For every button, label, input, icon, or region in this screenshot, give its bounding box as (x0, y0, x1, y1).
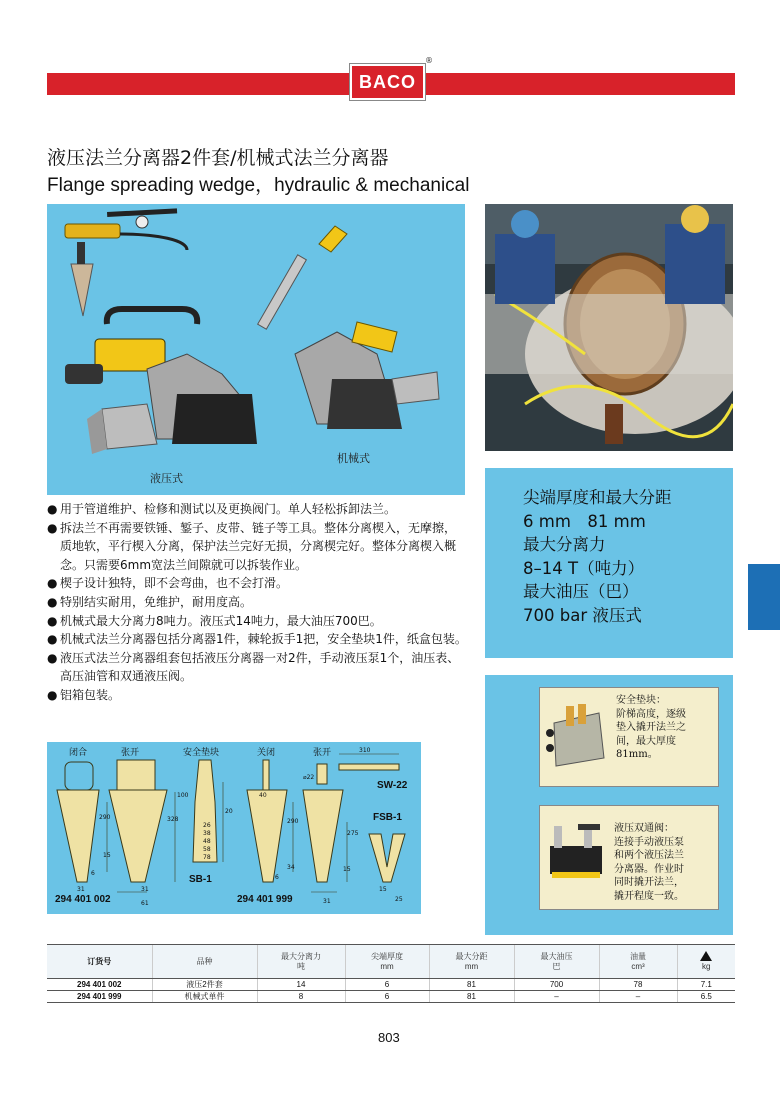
safety-block-card (539, 687, 719, 787)
bullet-dot-icon: ● (47, 632, 58, 647)
cell: 8 (257, 991, 345, 1003)
hand-pump-icon (65, 208, 187, 316)
dim-310: 310 (359, 747, 371, 754)
label-hydraulic: 液压式 (150, 472, 183, 485)
label-sw22: SW-22 (377, 780, 408, 791)
dim-34: 34 (287, 864, 295, 871)
dim-26: 26 (203, 822, 211, 829)
inset-line: 同时撬开法兰， (614, 877, 684, 888)
dim-328: 328 (167, 816, 179, 823)
list-item-text: 用于管道维护、检修和测试以及更换阀门。单人轻松拆卸法兰。 (60, 502, 397, 516)
mechanical-spreader-icon (258, 226, 439, 429)
list-item (47, 519, 467, 575)
list-item-text: 液压式法兰分离器组套包括液压分离器一对2件，手动液压泵1个，油压表、高压油管和双通液压阀。 (60, 650, 460, 684)
page-title-cn: 液压法兰分离器2件套/机械式法兰分离器 (47, 147, 389, 169)
cell: – (514, 991, 599, 1003)
list-item-text: 机械式最大分离力8吨力。液压式14吨力，最大油压700巴。 (60, 613, 382, 628)
spec-line: 8–14 T（吨力） (523, 558, 645, 578)
dim-22: ⌀22 (303, 774, 315, 781)
dim-290-mech: 290 (287, 818, 299, 825)
col-weight: kg (677, 945, 735, 979)
label-safety-block: 安全垫块 (183, 748, 220, 758)
cell: 81 (429, 979, 514, 991)
model-number-mechanical: 294 401 999 (237, 894, 293, 905)
list-item (47, 593, 467, 612)
field-usage-photo (485, 204, 733, 451)
cell: 81 (429, 991, 514, 1003)
label-closed-mech: 关闭 (257, 748, 276, 758)
spec-line: 最大油压（巴） (523, 582, 639, 601)
safety-block-icon (544, 698, 614, 778)
table-row (47, 979, 735, 991)
valve-card (539, 805, 719, 910)
dim-15b: 15 (343, 866, 351, 873)
spec-highlight-panel (485, 468, 733, 658)
list-item (47, 630, 467, 649)
inset-line: 间，最大厚度 (616, 735, 676, 747)
list-item-text: 特别结实耐用，免维护，耐用度高。 (60, 594, 253, 609)
product-image-panel (47, 204, 465, 495)
label-open-mech: 张开 (313, 748, 332, 758)
col-order-no: 订货号 (47, 945, 152, 979)
cell: – (599, 991, 677, 1003)
safety-block-description (616, 694, 686, 762)
list-item-text: 机械式法兰分离器包括分离器1件，棘轮扳手1把，安全垫块1件，纸盒包装。 (60, 632, 467, 647)
inset-line: 阶梯高度，逐级 (616, 708, 686, 720)
cell: 6.5 (677, 991, 735, 1003)
accessories-panel (485, 675, 733, 935)
bullet-dot-icon: ● (47, 687, 58, 702)
dimension-drawing (47, 742, 421, 914)
logo-text: BACO (359, 71, 416, 92)
list-item (47, 574, 467, 593)
inset-line: 分离器。作业时 (614, 863, 684, 875)
list-item (47, 612, 467, 631)
col-oil-volume: 油量 cm³ (599, 945, 677, 979)
dim-58: 58 (203, 846, 211, 853)
chapter-tab (748, 564, 780, 630)
wedge-outline-drawings (47, 742, 421, 914)
valve-description (614, 822, 684, 903)
cell: 6 (345, 979, 429, 991)
dim-6: 6 (91, 870, 95, 877)
dim-25: 25 (395, 896, 403, 903)
label-mechanical: 机械式 (337, 452, 370, 465)
list-item (47, 686, 467, 705)
spec-line: 尖端厚度和最大分距 (523, 488, 672, 507)
list-item (47, 500, 467, 519)
page-title-en: Flange spreading wedge，hydraulic & mechanical (47, 175, 470, 196)
cell: 294 401 999 (47, 991, 152, 1003)
two-way-valve-icon (544, 816, 610, 896)
list-item-text: 拆法兰不再需要铁锤、錾子、皮带、链子等工具。整体分离楔入，无摩擦，质地软，平行楔入分离，保护法兰完好无损，分离楔完好。整体分离楔入概念。只需要6mm宽法兰间隙就可以拆装作业。 (60, 520, 457, 572)
bullet-dot-icon: ● (47, 520, 58, 535)
cell: 294 401 002 (47, 979, 152, 991)
page-number: 803 (378, 1030, 400, 1045)
dim-6b: 6 (275, 874, 279, 881)
inset-line: 81mm。 (616, 749, 658, 760)
dim-40: 40 (259, 792, 267, 799)
baco-logo-plate (352, 66, 423, 98)
weight-icon (700, 951, 712, 961)
bullet-dot-icon: ● (47, 576, 58, 591)
model-number-hydraulic: 294 401 002 (55, 894, 111, 905)
bullet-dot-icon: ● (47, 594, 58, 609)
dim-15c: 15 (379, 886, 387, 893)
dim-100: 100 (177, 792, 189, 799)
inset-line: 液压双通阀： (614, 823, 674, 834)
col-tip-thickness: 尖端厚度 mm (345, 945, 429, 979)
dim-20: 20 (225, 808, 233, 815)
dim-31b: 31 (141, 886, 149, 893)
cell: 700 (514, 979, 599, 991)
inset-line: 撬开程度一致。 (614, 890, 684, 902)
spec-table (47, 944, 735, 1003)
cell: 78 (599, 979, 677, 991)
col-max-pressure: 最大油压 巴 (514, 945, 599, 979)
bullet-dot-icon: ● (47, 613, 58, 628)
col-max-spread: 最大分距 mm (429, 945, 514, 979)
dim-15: 15 (103, 852, 111, 859)
list-item (47, 649, 467, 686)
table-header-row (47, 945, 735, 979)
dim-275: 275 (347, 830, 359, 837)
dim-61: 61 (141, 900, 149, 907)
col-type: 品种 (152, 945, 257, 979)
cell: 机械式单件 (152, 991, 257, 1003)
label-fsb1: FSB-1 (373, 812, 402, 823)
cell: 6 (345, 991, 429, 1003)
inset-line: 和两个液压法兰 (614, 850, 684, 861)
wedge-products-illustration (47, 204, 465, 495)
dim-290: 290 (99, 814, 111, 821)
inset-line: 安全垫块： (616, 695, 666, 706)
bullet-dot-icon: ● (47, 650, 58, 665)
registered-mark: ® (425, 56, 433, 65)
label-open: 张开 (121, 748, 140, 758)
hydraulic-spreader-icon (65, 309, 257, 454)
cell: 14 (257, 979, 345, 991)
dim-31c: 31 (323, 898, 331, 905)
cell: 7.1 (677, 979, 735, 991)
spec-line: 700 bar 液压式 (523, 605, 642, 625)
inset-line: 连接手动液压泵 (614, 836, 684, 848)
list-item-text: 楔子设计独特，即不会弯曲，也不会打滑。 (60, 576, 289, 591)
spec-line: 6 mm 81 mm (523, 511, 646, 531)
list-item-text: 铝箱包装。 (60, 687, 121, 702)
label-closed: 闭合 (69, 748, 88, 758)
col-max-force: 最大分离力 吨 (257, 945, 345, 979)
bullet-dot-icon: ● (47, 502, 58, 516)
feature-list (47, 500, 467, 705)
inset-line: 垫入撬开法兰之 (616, 722, 686, 733)
dim-38: 38 (203, 830, 211, 837)
dim-48: 48 (203, 838, 211, 845)
table-row (47, 991, 735, 1003)
dim-31: 31 (77, 886, 85, 893)
pipe-flange-photo-illustration (485, 204, 733, 451)
label-sb1: SB-1 (189, 874, 212, 885)
cell: 液压2件套 (152, 979, 257, 991)
dim-78: 78 (203, 854, 211, 861)
spec-line: 最大分离力 (523, 535, 606, 554)
